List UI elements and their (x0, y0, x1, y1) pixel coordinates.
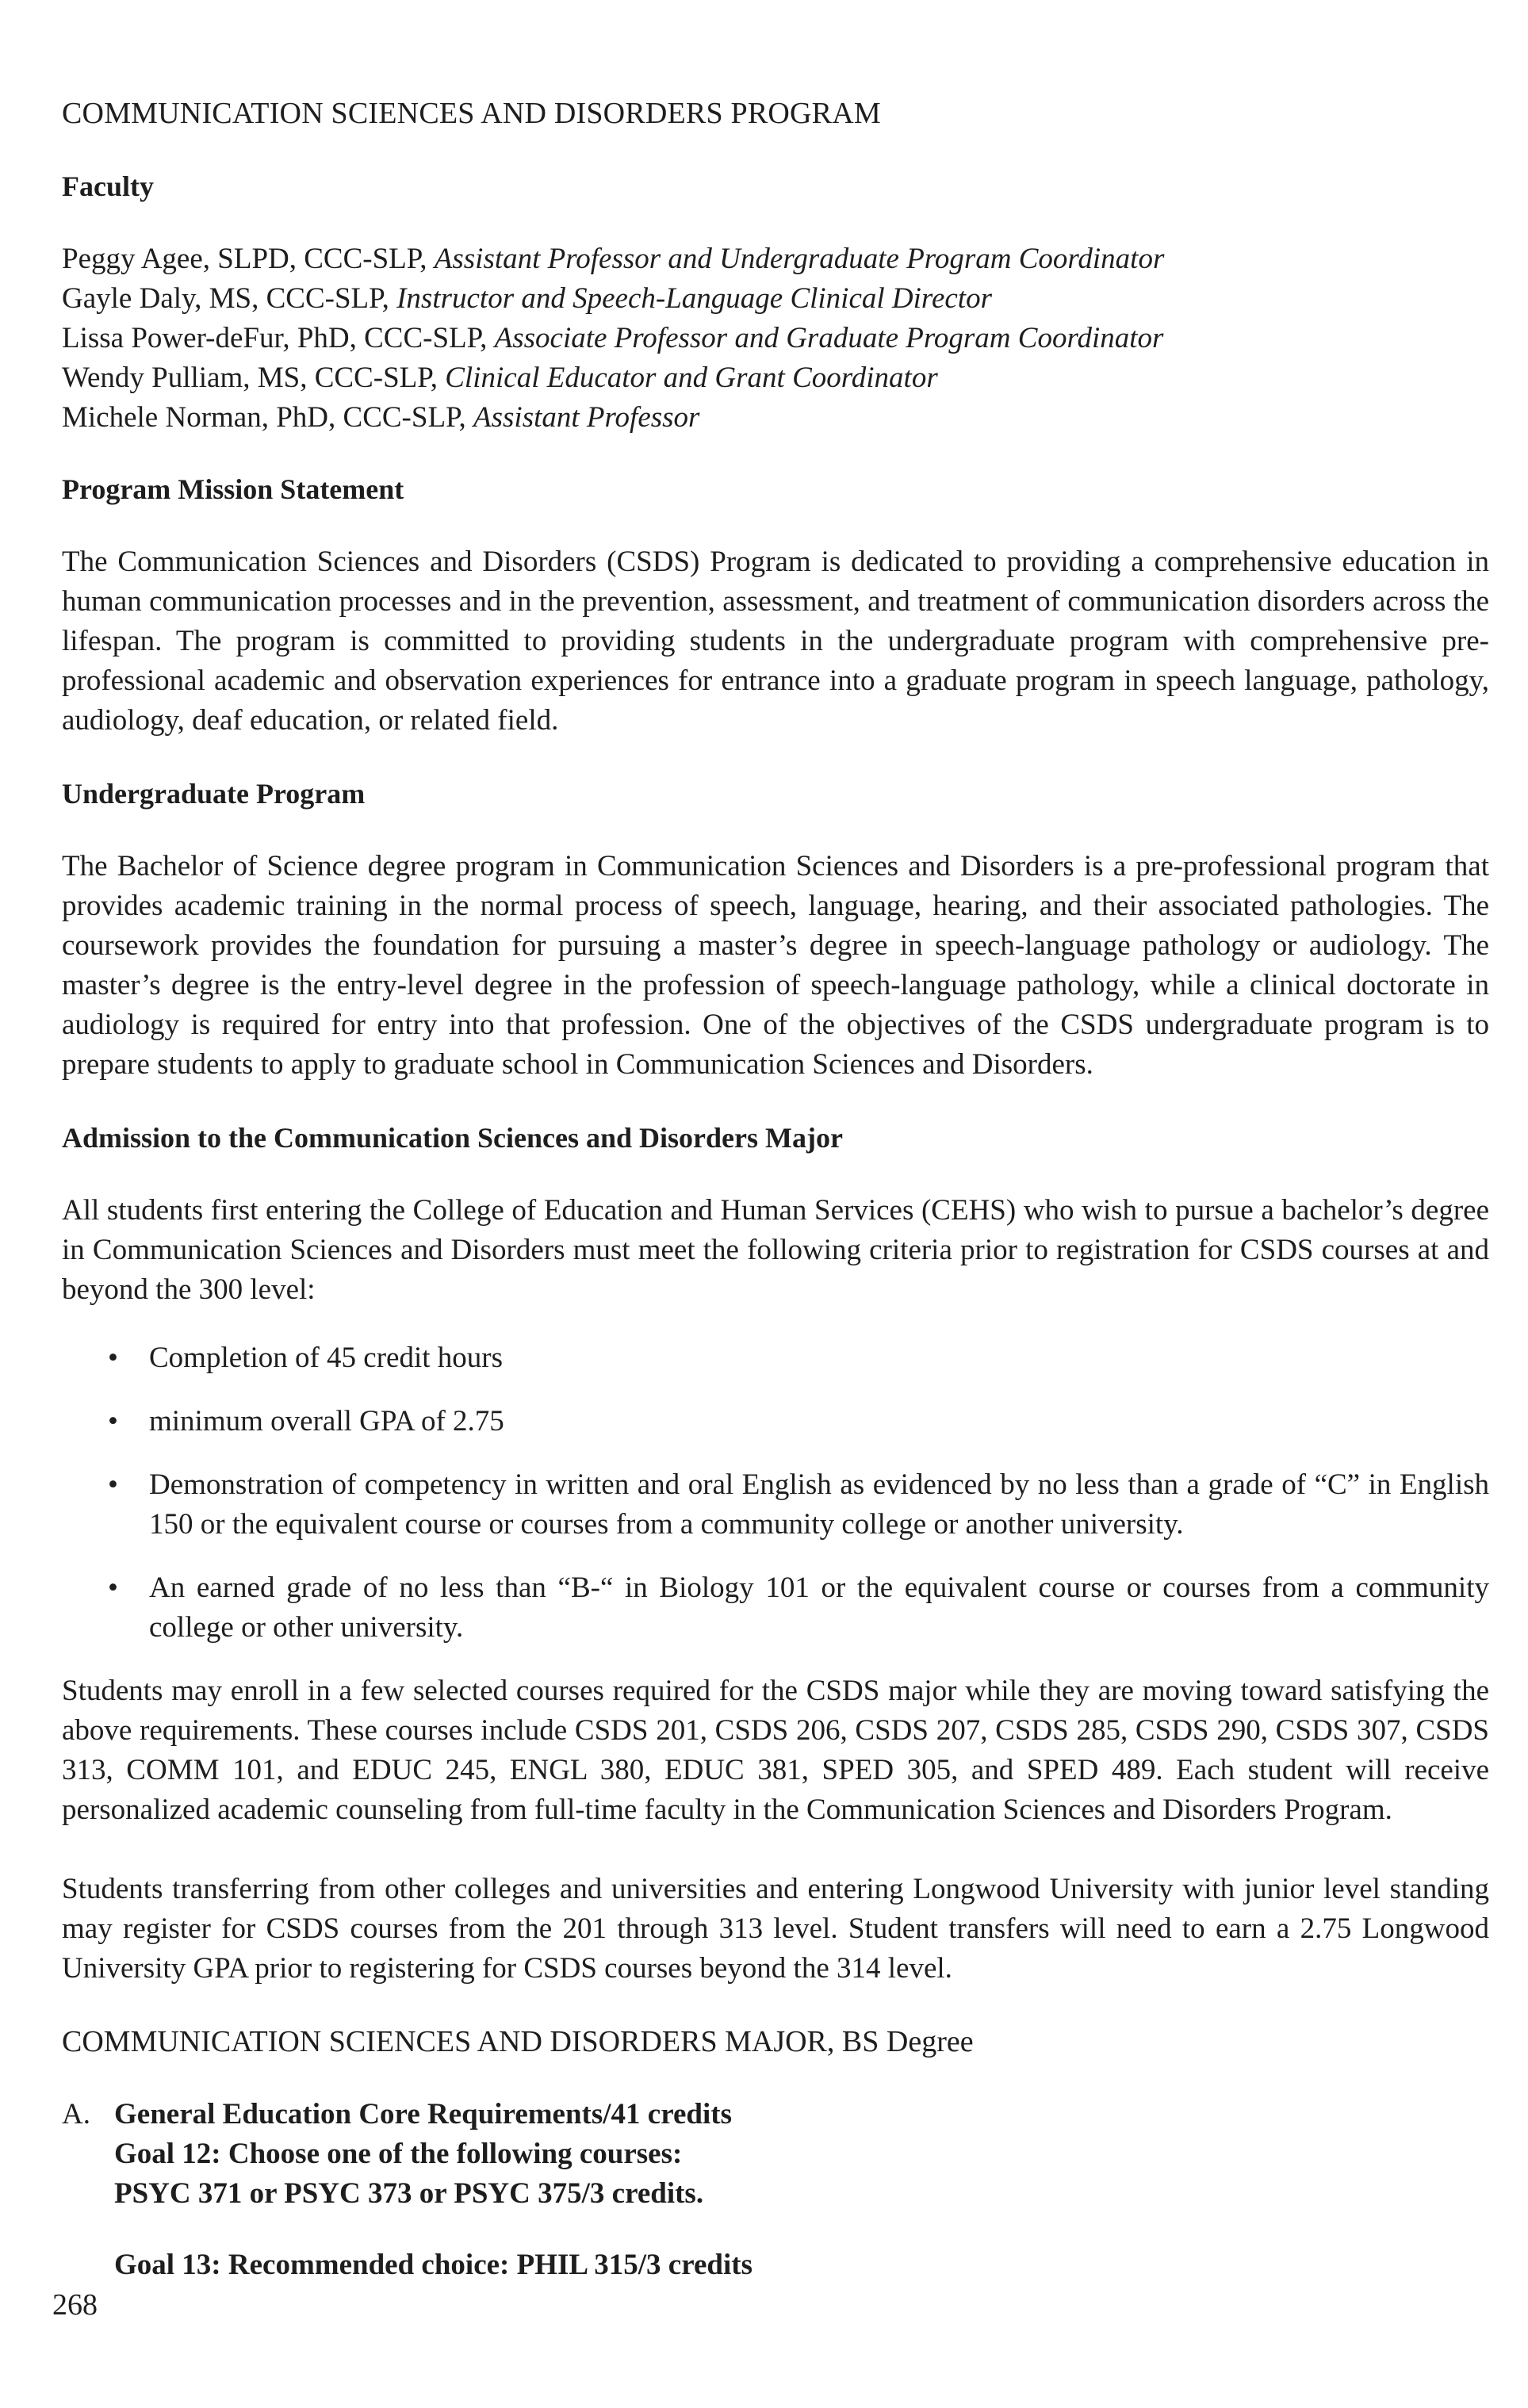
mission-heading: Program Mission Statement (62, 473, 404, 505)
admission-criteria-list (62, 1338, 1489, 1648)
enroll-paragraph: Students may enroll in a few selected courses required for the CSDS major while they are moving toward satisfying the above requirements. These courses include CSDS 201, CSDS 206, CSDS 207, CSDS 285, CSDS 290, CSDS 307, CSDS 313, COMM 101, and EDUC 245, ENGL 380, EDUC 381, SPED 305, and SPED 489. Each student will receive personalized academic counseling from full-time faculty in the Communication Sciences and Disorders Program. (62, 1675, 1489, 1826)
faculty-name: Michele Norman, PhD, CCC-SLP, (62, 401, 466, 434)
requirement-line: Goal 13: Recommended choice: PHIL 315/3 credits (114, 2249, 753, 2281)
requirement-line: General Education Core Requirements/41 credits (114, 2098, 732, 2130)
undergraduate-heading: Undergraduate Program (62, 778, 366, 810)
faculty-member (62, 319, 1489, 358)
faculty-role: Clinical Educator and Grant Coordinator (445, 362, 938, 394)
list-item: • An earned grade of no less than “B-“ in Biology 101 or the equivalent course or courses from a community college or other university. (62, 1568, 1489, 1648)
admission-intro: All students first entering the College of Education and Human Services (CEHS) who wish to pursue a bachelor’s degree in Communication Sciences and Disorders must meet the following criteria prior to registration for CSDS courses at and beyond the 300 level: (62, 1194, 1489, 1306)
faculty-role: Associate Professor and Graduate Program Coordinator (494, 322, 1164, 354)
admission-heading: Admission to the Communication Sciences and Disorders Major (62, 1122, 843, 1154)
faculty-role: Assistant Professor and Undergraduate Program Coordinator (434, 243, 1165, 275)
list-item: • Completion of 45 credit hours (62, 1338, 1489, 1378)
transfer-paragraph: Students transferring from other colleges and universities and entering Longwood University with junior level standing may register for CSDS courses from the 201 through 313 level. Student transfers will need to earn a 2.75 Longwood University GPA prior to registering for CSDS courses beyond the 314 level. (62, 1873, 1489, 1985)
major-title: COMMUNICATION SCIENCES AND DISORDERS MAJOR, BS Degree (62, 2025, 974, 2058)
faculty-heading: Faculty (62, 170, 154, 202)
faculty-member (62, 358, 1489, 398)
faculty-name: Wendy Pulliam, MS, CCC-SLP, (62, 362, 438, 394)
requirement-line: Goal 12: Choose one of the following courses: (114, 2138, 683, 2170)
requirement-item (62, 2095, 1489, 2285)
faculty-role: Instructor and Speech-Language Clinical Director (396, 282, 992, 315)
document-page (62, 94, 1489, 2285)
faculty-name: Peggy Agee, SLPD, CCC-SLP, (62, 243, 427, 275)
faculty-list (62, 239, 1489, 438)
faculty-member (62, 279, 1489, 319)
faculty-role: Assistant Professor (473, 401, 700, 434)
page-number: 268 (52, 2288, 98, 2322)
faculty-member (62, 398, 1489, 438)
faculty-member (62, 239, 1489, 279)
requirement-letter: A. (62, 2098, 90, 2130)
mission-paragraph: The Communication Sciences and Disorders (CSDS) Program is dedicated to providing a comprehensive education in human communication processes and in the prevention, assessment, and treatment of communication disorders across the lifespan. The program is committed to providing students in the undergraduate program with comprehensive pre-professional academic and observation experiences for entrance into a graduate program in speech language, pathology, audiology, deaf education, or related field. (62, 546, 1489, 737)
faculty-name: Gayle Daly, MS, CCC-SLP, (62, 282, 389, 315)
document-title: COMMUNICATION SCIENCES AND DISORDERS PROGRAM (62, 97, 881, 130)
requirements-list (62, 2095, 1489, 2285)
undergraduate-paragraph: The Bachelor of Science degree program in Communication Sciences and Disorders is a pre-professional program that provides academic training in the normal process of speech, language, hearing, and their associated pathologies. The coursework provides the foundation for pursuing a master’s degree in speech-language pathology or audiology. The master’s degree is the entry-level degree in the profession of speech-language pathology, while a clinical doctorate in audiology is required for entry into that profession. One of the objectives of the CSDS undergraduate program is to prepare students to apply to graduate school in Communication Sciences and Disorders. (62, 850, 1489, 1081)
faculty-name: Lissa Power-deFur, PhD, CCC-SLP, (62, 322, 488, 354)
list-item: • Demonstration of competency in written and oral English as evidenced by no less than a grade of “C” in English 150 or the equivalent course or courses from a community college or another university. (62, 1465, 1489, 1545)
list-item: • minimum overall GPA of 2.75 (62, 1402, 1489, 1441)
requirement-line: PSYC 371 or PSYC 373 or PSYC 375/3 credits. (114, 2177, 704, 2210)
